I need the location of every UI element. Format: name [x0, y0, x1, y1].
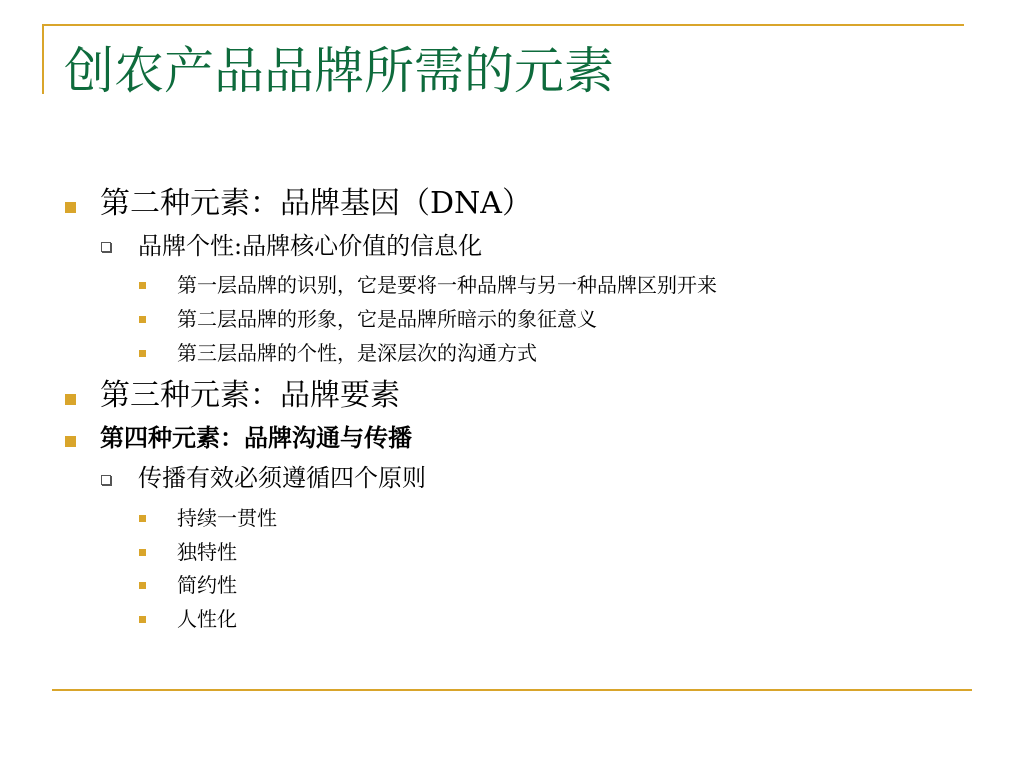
slide-title: 创农产品品牌所需的元素 — [64, 42, 614, 100]
top-rule — [42, 24, 964, 26]
bullet-text: 独特性 — [177, 540, 237, 564]
square-bullet-icon — [139, 350, 146, 357]
square-bullet-icon — [65, 394, 76, 405]
bullet-text: 持续一贯性 — [177, 506, 277, 530]
bullet-text: 第三层品牌的个性，是深层次的沟通方式 — [177, 341, 537, 365]
bullet-text: 简约性 — [177, 573, 237, 597]
bullet-text: 第二层品牌的形象，它是品牌所暗示的象征意义 — [177, 307, 597, 331]
square-bullet-icon — [139, 515, 146, 522]
bullet-text: 传播有效必须遵循四个原则 — [138, 464, 426, 492]
square-bullet-icon — [65, 436, 76, 447]
square-bullet-icon — [139, 582, 146, 589]
bullet-text: 人性化 — [177, 607, 237, 631]
bullet-text: 第二种元素：品牌基因（DNA） — [100, 186, 532, 221]
hollow-square-bullet-icon — [101, 475, 111, 485]
left-rule — [42, 24, 44, 94]
bullet-text: 第三种元素：品牌要素 — [100, 378, 400, 413]
square-bullet-icon — [139, 549, 146, 556]
bullet-text: 第一层品牌的识别，它是要将一种品牌与另一种品牌区别开来 — [177, 273, 717, 297]
square-bullet-icon — [139, 316, 146, 323]
bullet-text: 第四种元素：品牌沟通与传播 — [100, 423, 412, 452]
bottom-rule — [52, 689, 972, 691]
bullet-text: 品牌个性:品牌核心价值的信息化 — [138, 232, 483, 260]
square-bullet-icon — [65, 202, 76, 213]
hollow-square-bullet-icon — [101, 242, 111, 252]
square-bullet-icon — [139, 616, 146, 623]
square-bullet-icon — [139, 282, 146, 289]
